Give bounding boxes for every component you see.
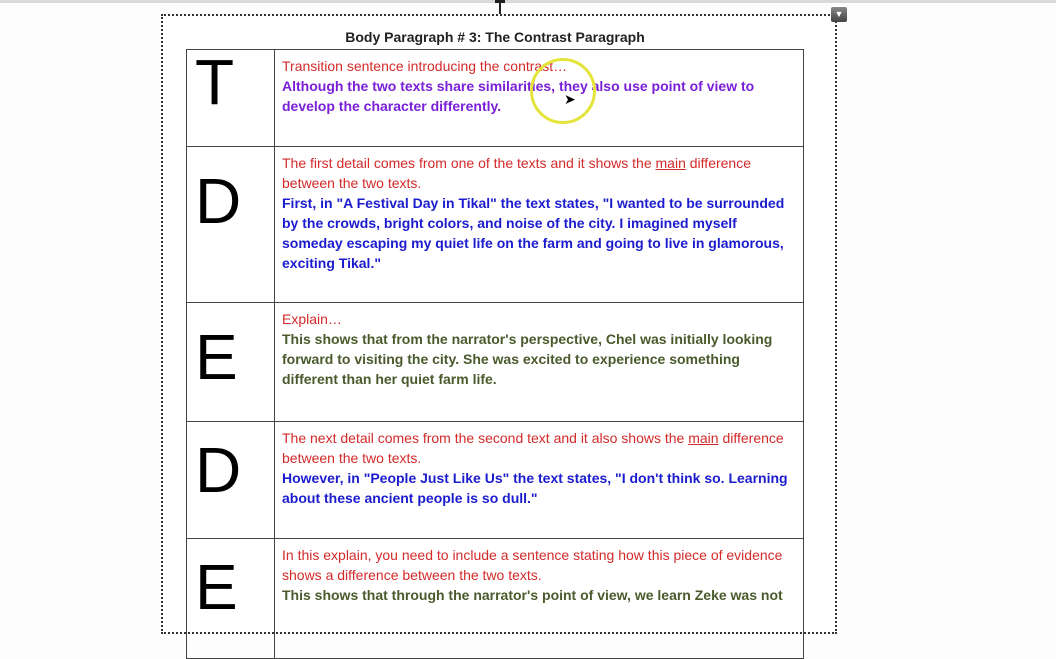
row-letter: E xyxy=(187,539,275,659)
table-row xyxy=(187,303,804,422)
table-row xyxy=(187,422,804,539)
table-row xyxy=(187,50,804,147)
row-content xyxy=(275,303,804,422)
rotate-handle[interactable] xyxy=(499,0,501,14)
row-letter: D xyxy=(187,147,275,303)
dropdown-arrow-icon[interactable]: ▼ xyxy=(831,7,847,22)
row-letter: E xyxy=(187,303,275,422)
row-answer: However, in "People Just Like Us" the text states, "I don't think so. Learning about these ancient people is so dull." xyxy=(282,470,788,506)
document-title: Body Paragraph # 3: The Contrast Paragraph xyxy=(345,29,645,45)
row-prompt: The next detail comes from the second text and it also shows the main difference between the two texts. xyxy=(282,430,784,466)
row-prompt: In this explain, you need to include a sentence stating how this piece of evidence shows a difference between the two texts. xyxy=(282,547,783,583)
row-prompt: The first detail comes from one of the texts and it shows the main difference between the two texts. xyxy=(282,155,751,191)
window-top-edge xyxy=(0,0,1056,3)
cursor-highlight-circle xyxy=(530,58,596,124)
row-answer: First, in "A Festival Day in Tikal" the text states, "I wanted to be surrounded by the crowds, bright colors, and noise of the city. I imagined myself someday escaping my quiet life on the farm and going to live in glamorous, exciting Tikal." xyxy=(282,195,785,271)
table-row xyxy=(187,147,804,303)
row-content xyxy=(275,147,804,303)
row-letter: T xyxy=(187,50,275,147)
tede-table xyxy=(186,46,804,659)
row-prompt: Transition sentence introducing the contrast… xyxy=(282,58,568,74)
row-answer: Although the two texts share similarities, they also use point of view to develop the character differently. xyxy=(282,78,755,114)
row-answer: This shows that through the narrator's point of view, we learn Zeke was not xyxy=(282,587,783,603)
row-content xyxy=(275,422,804,539)
row-letter: D xyxy=(187,422,275,539)
row-content xyxy=(275,539,804,659)
table-row xyxy=(187,539,804,659)
mouse-pointer-icon: ➤ xyxy=(564,91,576,107)
row-answer: This shows that from the narrator's perspective, Chel was initially looking forward to visiting the city. She was excited to experience something different than her quiet farm life. xyxy=(282,331,773,387)
row-prompt: Explain… xyxy=(282,311,342,327)
